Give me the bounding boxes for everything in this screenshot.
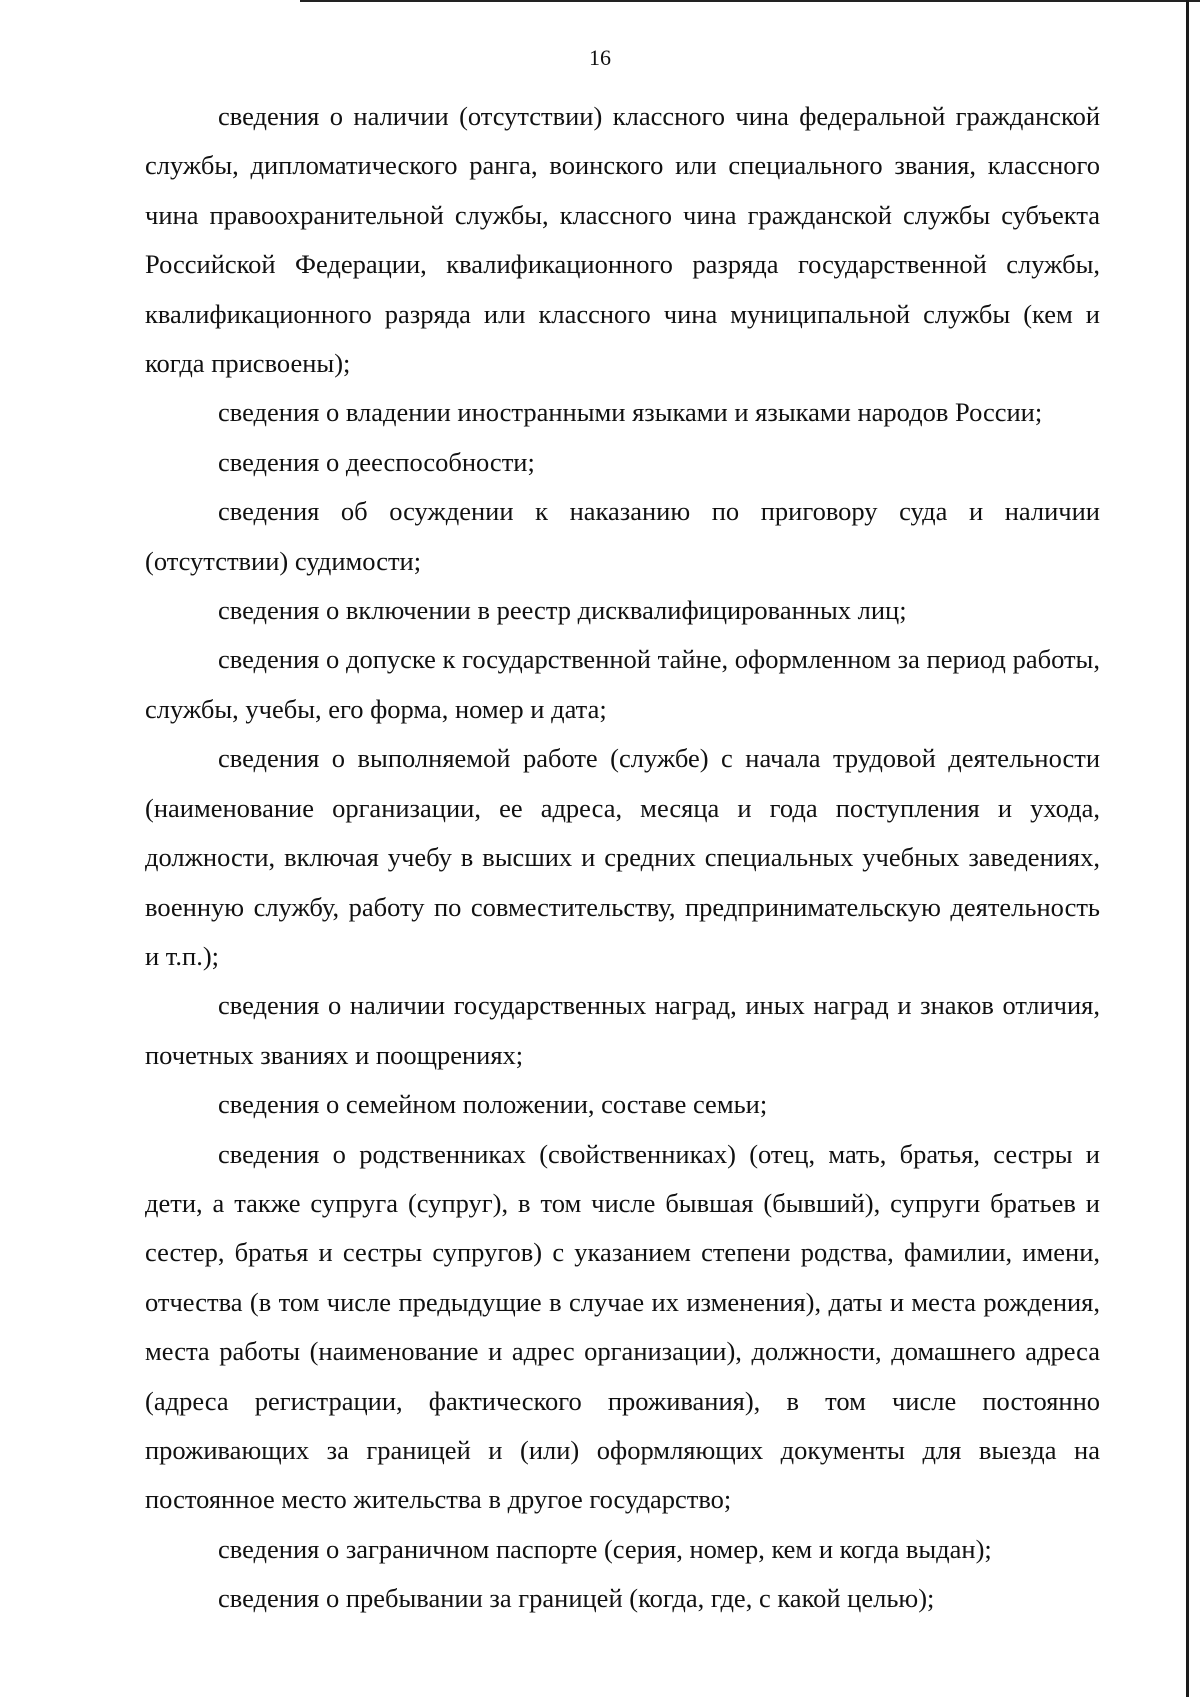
paragraph: сведения о пребывании за границей (когда, где, с какой целью); [218, 1583, 935, 1614]
paragraph: сведения о владении иностранными языками и языками народов России; [218, 397, 1043, 428]
paragraph: сведения о родственниках (свойственниках) (отец, мать, братья, сестры и дети, а также супруга (супруг), в том числе бывшая (бывший), супруги братьев и сестер, братья и сестры супругов) с указанием степени родства, фамилии, имени, отчества (в том числе предыдущие в случае их изменения), даты и места рождения, места работы (наименование и адрес организации), должности, домашнего адреса (адреса регистрации, фактического проживания), в том числе постоянно проживающих за границей и (или) оформляющих документы для выезда на постоянное место жительства в другое государство; [145, 1138, 1100, 1515]
paragraph: сведения о дееспособности; [218, 446, 535, 477]
paragraph: сведения о включении в реестр дисквалифицированных лиц; [218, 595, 907, 626]
paragraph: сведения о выполняемой работе (службе) с начала трудовой деятельности (наименование организации, ее адреса, месяца и года поступления и ухода, должности, включая учебу в высших и средних специальных учебных заведениях, военную службу, работу по совместительству, предпринимательскую деятельность и т.п.); [145, 743, 1100, 971]
paragraph: сведения о заграничном паспорте (серия, номер, кем и когда выдан); [218, 1533, 992, 1564]
page-number: 16 [589, 45, 611, 70]
paragraph: сведения о наличии (отсутствии) классного чина федеральной гражданской службы, дипломатического ранга, воинского или специального звания, классного чина правоохранительной службы, классного чина гражданской службы субъекта Российской Федерации, квалификационного разряда государственной службы, квалификационного разряда или классного чина муниципальной службы (кем и когда присвоены); [145, 101, 1100, 379]
scan-top-border [300, 0, 1200, 2]
paragraph: сведения об осуждении к наказанию по приговору суда и наличии (отсутствии) судимости; [145, 496, 1100, 576]
paragraph: сведения о допуске к государственной тайне, оформленном за период работы, службы, учебы, его форма, номер и дата; [145, 644, 1100, 724]
document-body [145, 92, 1100, 1624]
paragraph: сведения о наличии государственных наград, иных наград и знаков отличия, почетных званиях и поощрениях; [145, 990, 1100, 1070]
paragraph: сведения о семейном положении, составе семьи; [218, 1089, 768, 1120]
scan-right-border [1186, 0, 1189, 1697]
